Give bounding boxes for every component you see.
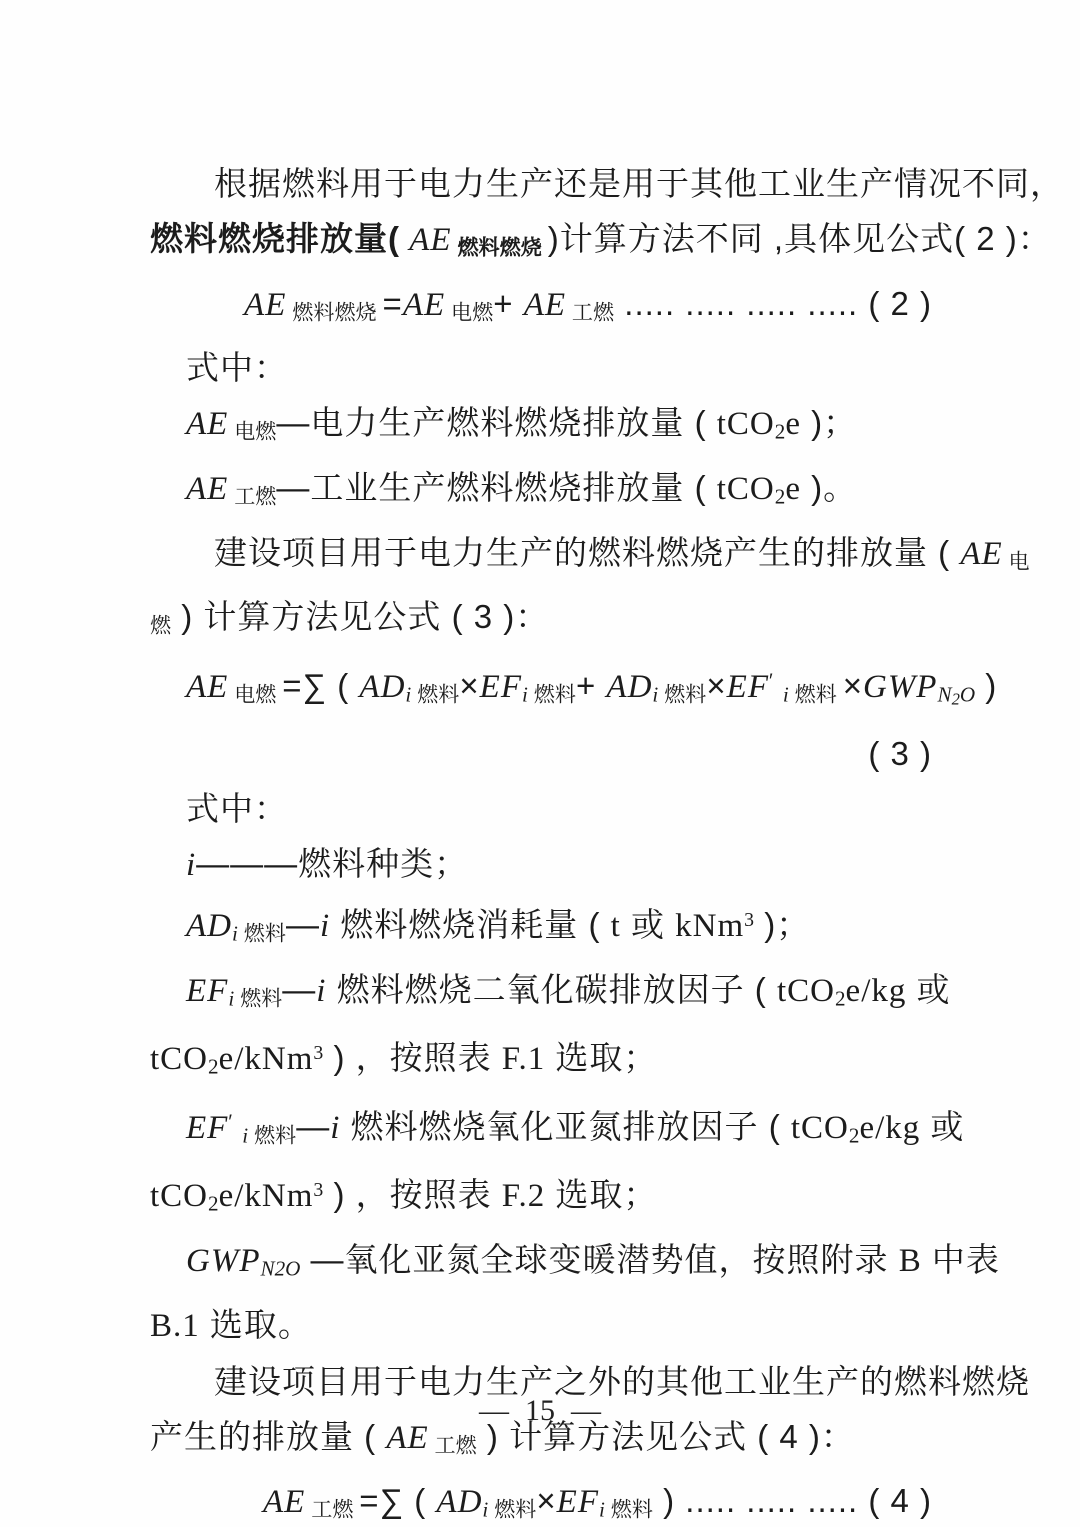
text-run: ..... ..... ..... ..... ( 2 ) [614, 284, 932, 322]
text-run: t [610, 908, 621, 945]
text-run: 工燃 [566, 301, 615, 325]
text-run: 燃料 [658, 683, 707, 707]
text-run: 2 [208, 1054, 219, 1079]
text-run: × [459, 666, 480, 704]
text-run: 燃料 [248, 1124, 297, 1148]
text-run: — [296, 1107, 331, 1145]
def-gwp [150, 1232, 1000, 1297]
document-body [150, 156, 1064, 1527]
text-run: 燃料燃烧 [286, 301, 383, 325]
math-variable: EF [479, 668, 522, 705]
text-run: ) 计算方法见公式 ( 4 )： [476, 1417, 855, 1455]
def-ae-power [150, 395, 932, 460]
text-run: )； [800, 404, 858, 442]
text-run: e [785, 406, 801, 443]
page-number: 15 [525, 1394, 555, 1427]
text-run: 电 [1002, 550, 1030, 574]
math-variable: N [937, 682, 952, 707]
text-run: × [536, 1482, 557, 1520]
math-variable: AE [263, 1484, 306, 1521]
text-run: B [898, 1242, 922, 1279]
p-fuel-emission-definition [150, 211, 1052, 276]
text-run: 式中： [186, 349, 288, 387]
text-run: 建设项目用于电力生产的燃料燃烧产生的排放量 ( [214, 533, 961, 571]
text-run: 电燃 [228, 420, 277, 444]
math-variable: EF [726, 668, 769, 705]
text-run: )。 [800, 468, 858, 506]
p-where-1 [150, 340, 932, 395]
math-variable: EF [556, 1484, 599, 1521]
text-run: e/kNm [218, 1041, 314, 1078]
text-run: )； [754, 906, 811, 944]
text-run: tCO [716, 406, 775, 443]
text-run: 燃料燃烧 [451, 236, 548, 260]
text-run: B.1 [150, 1307, 200, 1344]
text-run: F.1 [501, 1041, 546, 1078]
text-run: 燃料燃烧消耗量 ( [330, 906, 611, 944]
math-variable: i [319, 908, 331, 945]
def-ef-cont [150, 1026, 932, 1095]
text-run: 燃料 [527, 683, 576, 707]
text-run: e [785, 470, 801, 507]
math-variable: i [599, 1497, 605, 1522]
text-run: ′ [228, 1110, 233, 1133]
text-run: × [842, 666, 863, 704]
text-run: ′ [768, 669, 773, 692]
text-run: tCO [150, 1178, 209, 1215]
text-run: 建设项目用于电力生产之外的其他工业生产的燃料燃烧 [214, 1362, 1030, 1400]
math-variable: AE [186, 470, 229, 507]
text-run: 式中： [186, 790, 288, 828]
p-power-emission-intro-cont [150, 589, 932, 654]
math-variable: AE [186, 406, 229, 443]
text-run: 燃料 [488, 1498, 537, 1522]
math-variable: i [782, 682, 789, 707]
text-run: —工业生产燃料燃烧排放量 ( [276, 468, 717, 506]
text-run: tCO [776, 972, 835, 1009]
math-variable: AE [960, 535, 1003, 572]
math-variable: AE [400, 222, 452, 258]
text-run: 选取。 [199, 1305, 312, 1343]
math-variable: AD [606, 668, 653, 705]
text-run: 2 [834, 986, 846, 1011]
def-i [150, 836, 932, 893]
text-run: 2 [208, 1191, 219, 1216]
formula-4 [150, 1473, 932, 1527]
math-variable: i [316, 972, 327, 1009]
text-run: = [382, 284, 403, 322]
text-run [232, 1108, 242, 1145]
text-run: tCO [716, 470, 775, 507]
p-power-emission-intro [150, 525, 1030, 590]
text-run: =∑ ( [282, 666, 360, 704]
text-run: 燃料 [604, 1498, 653, 1522]
text-run: 2 [774, 419, 786, 444]
text-run: 3 [313, 1179, 324, 1202]
def-ef [150, 962, 951, 1027]
math-variable: O [959, 682, 976, 707]
p-where-2 [150, 781, 932, 836]
text-run: 燃 [150, 614, 172, 638]
text-run: ( 3 ) [868, 735, 932, 773]
text-run: ) [975, 666, 998, 704]
def-ad [150, 893, 932, 962]
text-run: 燃料 [234, 987, 283, 1011]
math-variable: i [405, 682, 412, 707]
math-variable: i [186, 847, 197, 884]
text-run: 燃料 [411, 683, 460, 707]
math-variable: i [242, 1123, 249, 1148]
text-run: —电力生产燃料燃烧排放量 ( [276, 404, 717, 442]
text-run: 3 [313, 1042, 324, 1065]
text-run: 根据燃料用于电力生产还是用于其他工业生产情况不同， [214, 165, 1064, 202]
text-run: 或 [906, 970, 951, 1008]
formula-3-number [150, 726, 932, 781]
math-variable: 2 [951, 689, 960, 709]
text-run: 中表 [921, 1240, 1000, 1278]
text-run: e/kg [859, 1109, 921, 1146]
def-ae-industry [150, 460, 932, 525]
math-variable: AE [523, 286, 567, 323]
math-variable: i [228, 986, 235, 1011]
text-run: 2 [848, 1123, 860, 1148]
math-variable: AE [186, 668, 229, 705]
text-run: tCO [150, 1041, 209, 1078]
math-variable: i [482, 1497, 489, 1522]
text-run: 燃料燃烧氧化亚氮排放因子 ( [340, 1107, 791, 1145]
text-run: 电燃 [445, 301, 494, 325]
text-run: — [282, 970, 317, 1008]
math-variable: i [521, 682, 528, 707]
text-run: 或 [620, 906, 676, 944]
text-run: 3 [744, 909, 755, 932]
math-variable: EF [186, 1109, 229, 1146]
formula-3 [150, 654, 998, 726]
text-run: ) ..... ..... ..... ( 4 ) [652, 1482, 932, 1520]
text-run: × [706, 666, 727, 704]
text-run: 燃料 [237, 922, 286, 946]
text-run: 选取； [545, 1176, 658, 1214]
text-run: + [575, 666, 607, 704]
math-variable: AE [244, 286, 287, 323]
text-run: 电燃 [228, 683, 283, 707]
math-variable: i [330, 1109, 341, 1146]
math-variable: GWP [862, 668, 938, 705]
math-variable: i [652, 682, 659, 707]
footer-dash-left: — [479, 1394, 509, 1427]
p-fuel-usage-intro [150, 156, 1064, 211]
text-run: ) ，按照表 [323, 1039, 502, 1077]
text-run: F.2 [501, 1178, 546, 1215]
text-run: 选取； [545, 1039, 658, 1077]
math-variable: AE [386, 1419, 429, 1456]
math-variable: EF [186, 972, 229, 1009]
text-run: 工燃 [428, 1434, 477, 1458]
text-run: 燃料燃烧二氧化碳排放因子 ( [326, 970, 777, 1008]
text-run: 2 [774, 484, 786, 509]
text-run [773, 667, 783, 704]
text-run: + [493, 284, 524, 322]
text-run: =∑ ( [359, 1482, 437, 1520]
math-variable: N2O [260, 1256, 301, 1281]
text-run: tCO [790, 1109, 849, 1146]
math-variable: i [232, 921, 238, 946]
math-variable: AD [436, 1484, 483, 1521]
math-variable: GWP [186, 1242, 261, 1279]
text-run: 工燃 [305, 1498, 360, 1522]
text-run: —氧化亚氮全球变暖潜势值，按照附录 [300, 1240, 899, 1278]
def-gwp-cont [150, 1297, 932, 1354]
text-run: ———燃料种类； [196, 845, 469, 883]
text-run: 产生的排放量 ( [150, 1417, 387, 1455]
math-variable: AD [359, 668, 406, 705]
page-footer [0, 1394, 1080, 1428]
text-run: e/kNm [218, 1178, 314, 1215]
text-run: ) 计算方法见公式 ( 3 )： [171, 598, 550, 636]
text-run: kNm [675, 908, 745, 945]
text-run: )计算方法不同 ,具体见公式( 2 )： [547, 220, 1052, 257]
footer-dash-right: — [571, 1394, 601, 1427]
formula-2 [150, 276, 932, 341]
text-run: e/kg [845, 972, 907, 1009]
math-variable: AD [186, 908, 232, 945]
text-run: 工燃 [228, 485, 277, 509]
text-run: 或 [920, 1107, 965, 1145]
text-run: ) ，按照表 [323, 1176, 502, 1214]
def-ef-prime-cont [150, 1163, 932, 1232]
math-variable: AE [402, 286, 446, 323]
def-ef-prime [150, 1095, 965, 1164]
text-run: 燃料燃烧排放量( [150, 220, 400, 257]
text-run: — [285, 906, 320, 944]
text-run: 燃料 [788, 683, 843, 707]
